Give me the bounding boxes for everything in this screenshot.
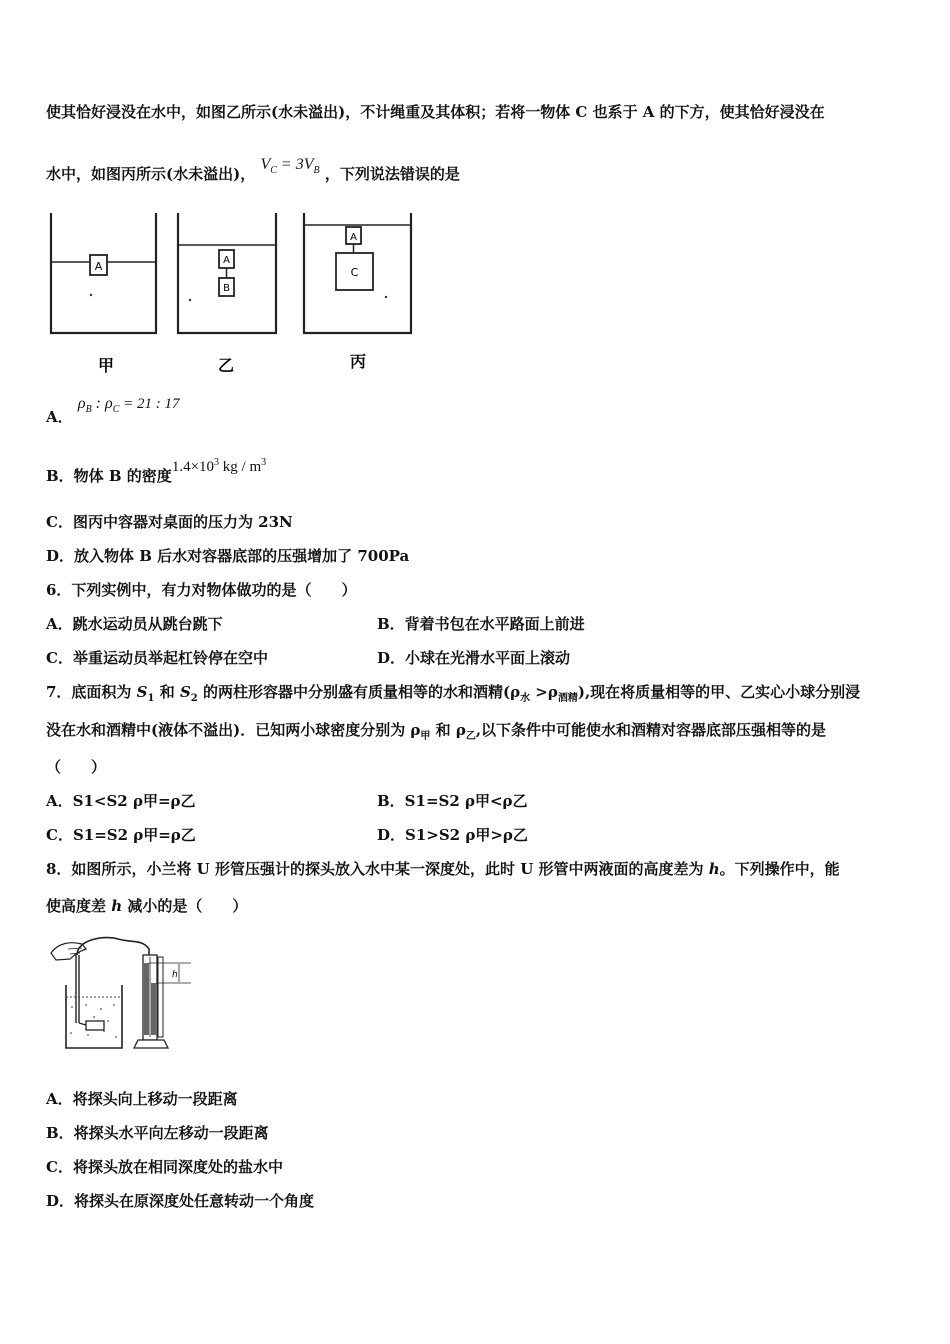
block-a-yi-label: A — [223, 255, 230, 266]
q5-figure — [46, 205, 426, 380]
q7-stem-line3: （ ） — [46, 758, 107, 776]
q5-line2-pre: 水中，如图丙所示(水未溢出)， — [46, 165, 256, 183]
probe-head — [86, 1021, 104, 1030]
q7-option-d: D．S1>S2 ρ甲>ρ乙 — [377, 826, 528, 844]
h-label: h — [172, 970, 178, 980]
formula-density-ratio: $\rho_B$ : $\rho_C = 21$ : 17 — [77, 395, 180, 416]
label-yi: 乙 — [217, 356, 235, 375]
q6-stem: 6．下列实例中，有力对物体做功的是（ ） — [46, 581, 357, 599]
q5-line1: 使其恰好浸没在水中，如图乙所示(水未溢出)，不计绳重及其体积；若将一物体 C 也系于 A 的下方，使其恰好浸没在 — [46, 103, 825, 121]
container-bing — [304, 213, 411, 333]
q6-option-a: A．跳水运动员从跳台跳下 — [46, 615, 223, 633]
q6-option-d: D．小球在光滑水平面上滚动 — [377, 649, 571, 667]
label-bing: 丙 — [349, 352, 367, 371]
q5-option-d: D．放入物体 B 后水对容器底部的压强增加了 700Pa — [46, 547, 410, 565]
container-jia — [51, 213, 156, 333]
container-yi — [178, 213, 276, 333]
q7-option-a: A．S1<S2 ρ甲=ρ乙 — [46, 792, 196, 810]
q7-option-c: C．S1=S2 ρ甲=ρ乙 — [46, 826, 196, 844]
q5-option-c: C．图丙中容器对桌面的压力为 23N — [46, 513, 293, 531]
q5-option-b: B．物体 B 的密度$1.4\times 10^3$ kg / $m^3$ — [46, 457, 267, 485]
q8-stem-line2: 使高度差 h 减小的是（ ） — [46, 897, 248, 915]
q6-option-b: B．背着书包在水平路面上前进 — [377, 615, 585, 633]
block-a-bing-label: A — [350, 232, 357, 243]
q8-figure — [46, 935, 196, 1060]
q8-option-d: D．将探头在原深度处任意转动一个角度 — [46, 1192, 315, 1210]
rubber-hose — [77, 938, 149, 955]
q6-option-c: C．举重运动员举起杠铃停在空中 — [46, 649, 268, 667]
q8-option-b: B．将探头水平向左移动一段距离 — [46, 1124, 269, 1142]
q7-stem-line2: 没在水和酒精中(液体不溢出)．已知两小球密度分别为 $\rho_甲$ 和 $\rho_乙$,以下条件中可能使水和酒精对容器底部压强相等的是 — [46, 721, 827, 742]
formula-vc-vb: $V_C = 3V_B$ — [260, 156, 320, 177]
block-b-yi-label: B — [223, 283, 230, 294]
q7-option-b: B．S1=S2 ρ甲<ρ乙 — [377, 792, 528, 810]
q8-option-a: A．将探头向上移动一段距离 — [46, 1090, 238, 1108]
q5-line2-post: ，下列说法错误的是 — [324, 165, 460, 183]
q5-line2 — [46, 156, 460, 185]
formula-density-b: $1.4\times 10^3$ kg / $m^3$ — [171, 457, 267, 475]
q7-stem-line1: 7．底面积为 $S_1$ 和 $S_2$ 的两柱形容器中分别盛有质量相等的水和酒精$(\rho_水 >\rho_{酒精})$,现在将质量相等的甲、乙实心小球分别浸 — [46, 683, 861, 704]
q5-option-a: A． $\rho_B$ : $\rho_C = 21$ : 17 — [46, 395, 180, 426]
block-c-bing-label: C — [350, 266, 359, 279]
q8-stem-line1: 8．如图所示，小兰将 U 形管压强计的探头放入水中某一深度处，此时 U 形管中两液面的高度差为 h。下列操作中，能 — [46, 860, 840, 878]
block-a-jia-label: A — [94, 260, 103, 273]
label-jia: 甲 — [97, 356, 115, 375]
q8-option-c: C．将探头放在相同深度处的盐水中 — [46, 1158, 283, 1176]
